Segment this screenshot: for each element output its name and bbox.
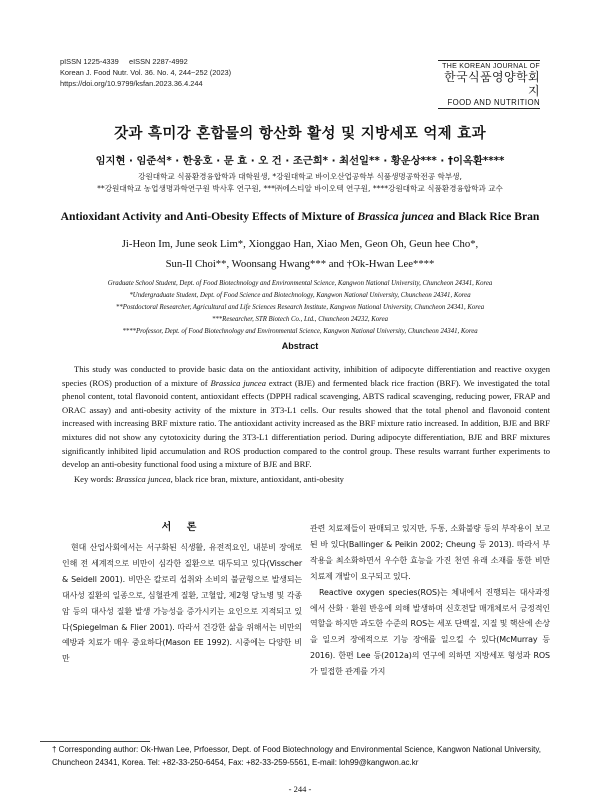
abstract-part1: This study was conducted to provide basic data on the antioxidant activity, inhibition of adipocyte differentiation and reactive oxygen species (ROS) production of a mixture of [62, 364, 550, 388]
journal-name-en-top: THE KOREAN JOURNAL OF [442, 63, 540, 70]
journal-name-en-bottom: FOOD AND NUTRITION [438, 98, 540, 109]
affiliation-english-3: **Postdoctoral Researcher, Agricultural and Life Sciences Research Institute, Kangwon National University, Chuncheon 24341, Korea [115, 304, 485, 311]
authors-english-1: Ji-Heon Im, June seok Lim*, Xionggao Han, Xiao Men, Geon Oh, Geun hee Cho*, [121, 238, 479, 250]
keywords [74, 474, 550, 484]
affiliation-english-5: ****Professor, Dept. of Food Biotechnology and Environmental Science, Kangwon National University, Chuncheon 24341, Korea [122, 328, 478, 335]
journal-rule [438, 60, 540, 61]
journal-name-ko: 한국식품영양학회지 [444, 70, 540, 98]
title-english-species: Brassica juncea [357, 210, 434, 223]
keywords-rest: , black rice bran, mixture, antioxidant, anti-obesity [170, 474, 344, 484]
corresponding-author-footnote: † Corresponding author: Ok-Hwan Lee, Prfoessor, Dept. of Food Biotechnology and Environmental Science, Kangwon National University, Chuncheon 24341, Korea. Tel: +82-33-250-6454, Fax: +82-33-259-5561, E-mail: loh99@kangwon.ac.kr [52, 745, 542, 767]
authors-korean: 임지현 · 임준석* · 한웅호 · 문 효 · 오 건 · 조근희* · 최선일** · 황운상*** · †이옥환**** [95, 155, 505, 167]
affiliation-korean-2: **강원대학교 농업생명과학연구원 박사후 연구원, ***㈜에스티알 바이오텍 연구원, ****강원대학교 식품환경융합학과 교수 [97, 184, 503, 193]
doi-link[interactable]: https://doi.org/10.9799/ksfan.2023.36.4.244 [60, 79, 203, 88]
body-right-column [310, 521, 550, 680]
body-right-paragraph-1: 관련 치료제들이 판매되고 있지만, 두통, 소화불량 등의 부작용이 보고된 바 있다(Ballinger & Peikin 2002; Cheung 등 2013). 따라서 부작용을 최소화하면서 우수한 효능을 가진 천연 유래 소재를 통한 비만 치료제 개발이 요구되고 있다. [310, 524, 550, 581]
abstract-species: Brassica juncea [210, 377, 266, 388]
authors-english-2: Sun-Il Choi**, Woonsang Hwang*** and †Ok-Hwan Lee**** [165, 258, 435, 270]
body-left-column: 현대 산업사회에서는 서구화된 식생활, 유전적요인, 내분비 장애로 인해 전 세계적으로 비만이 심각한 질환으로 대두되고 있다(Visscher & Seidell 2001). 비만은 칼로리 섭취와 소비의 불균형으로 발생되는 대사성 질환의 일종으로, 심혈관계 질환, 고혈압, 제2형 당뇨병 및 각종 암 등의 대사성 질환 발생 가능성을 증가시키는 요인으로 지적되고 있다(Spiegelman & Flier 2001). 따라서 건강한 삶을 위해서는 비만의 예방과 치료가 매우 중요하다(Mason EE 1992). 시중에는 다양한 비만 [62, 543, 302, 664]
journal-logo [438, 60, 540, 109]
keywords-label: Key words: [74, 474, 116, 484]
page-number: - 244 - [288, 784, 312, 794]
article-meta [60, 56, 231, 89]
abstract-part2: extract (BJE) and fermented black rice fraction (BRF). We investigated the total phenol content, total flavonoid content, antioxidant effects (DPPH radical scavenging, ABTS radical scavenging, reducing power, FRAP and ORAC assay) and anti-obesity activity of the mixture in 3T3-L1 cells. Our results showed that the total phenol and flavonoid content increased with increasing BRF mixture ratio. The antioxidant activity increased as the BRF mixture ratio increased. In addition, BJE and BRF mixtures did not show any cytotoxicity during the 3T3-L1 differentiation period. During adipocyte differentiation, BJE and BRF mixtures significantly inhibited lipid accumulation and ROS production compared to the control group. These results warrant further experiments to develop an anti-obesity functional food using a mixture of BJE and BRF. [62, 377, 550, 470]
title-korean: 갓과 흑미강 혼합물의 항산화 활성 및 지방세포 억제 효과 [114, 126, 486, 142]
citation-line: Korean J. Food Nutr. Vol. 36. No. 4, 244~252 (2023) [60, 68, 232, 77]
affiliation-english-4: ***Researcher, STR Biotech Co., Ltd., Chuncheon 24232, Korea [211, 316, 388, 323]
abstract-heading: Abstract [281, 341, 319, 351]
title-english-part1: Antioxidant Activity and Anti-Obesity Effects of Mixture of [60, 210, 358, 223]
abstract-body [62, 363, 550, 472]
issn-line: pISSN 1225-4339 eISSN 2287-4992 [60, 57, 188, 66]
keywords-species: Brassica juncea [115, 474, 171, 484]
body-right-paragraph-2: Reactive oxygen species(ROS)는 체내에서 진행되는 대사과정에서 산화 · 환원 반응에 의해 발생하며 신호전달 매개체로서 긍정적인 역할을 하지만 과도한 수준의 ROS는 세포 단백질, 지질 및 핵산에 손상을 일으켜 장애적으로 기능 장애를 일으킬 수 있다(McMurray 등 2016). 한편 Lee 등(2012a)의 연구에 의하면 지방세포 형성과 ROS가 밀접한 관계를 가지 [310, 587, 550, 677]
footnote-divider [40, 741, 150, 742]
affiliation-english-2: *Undergraduate Student, Dept. of Food Science and Biotechnology, Kangwon National University, Chuncheon 24341, Korea [129, 292, 471, 299]
affiliation-english-1: Graduate School Student, Dept. of Food Biotechnology and Environmental Science, Kangwon National University, Chuncheon 24341, Korea [107, 280, 493, 287]
section-title-introduction: 서 론 [161, 522, 203, 533]
title-english-part2: and Black Rice Bran [433, 210, 540, 223]
affiliation-korean-1: 강원대학교 식품환경융합학과 대학원생, *강원대학교 바이오산업공학부 식품생명공학전공 학부생, [138, 172, 462, 181]
title-english [30, 210, 570, 223]
